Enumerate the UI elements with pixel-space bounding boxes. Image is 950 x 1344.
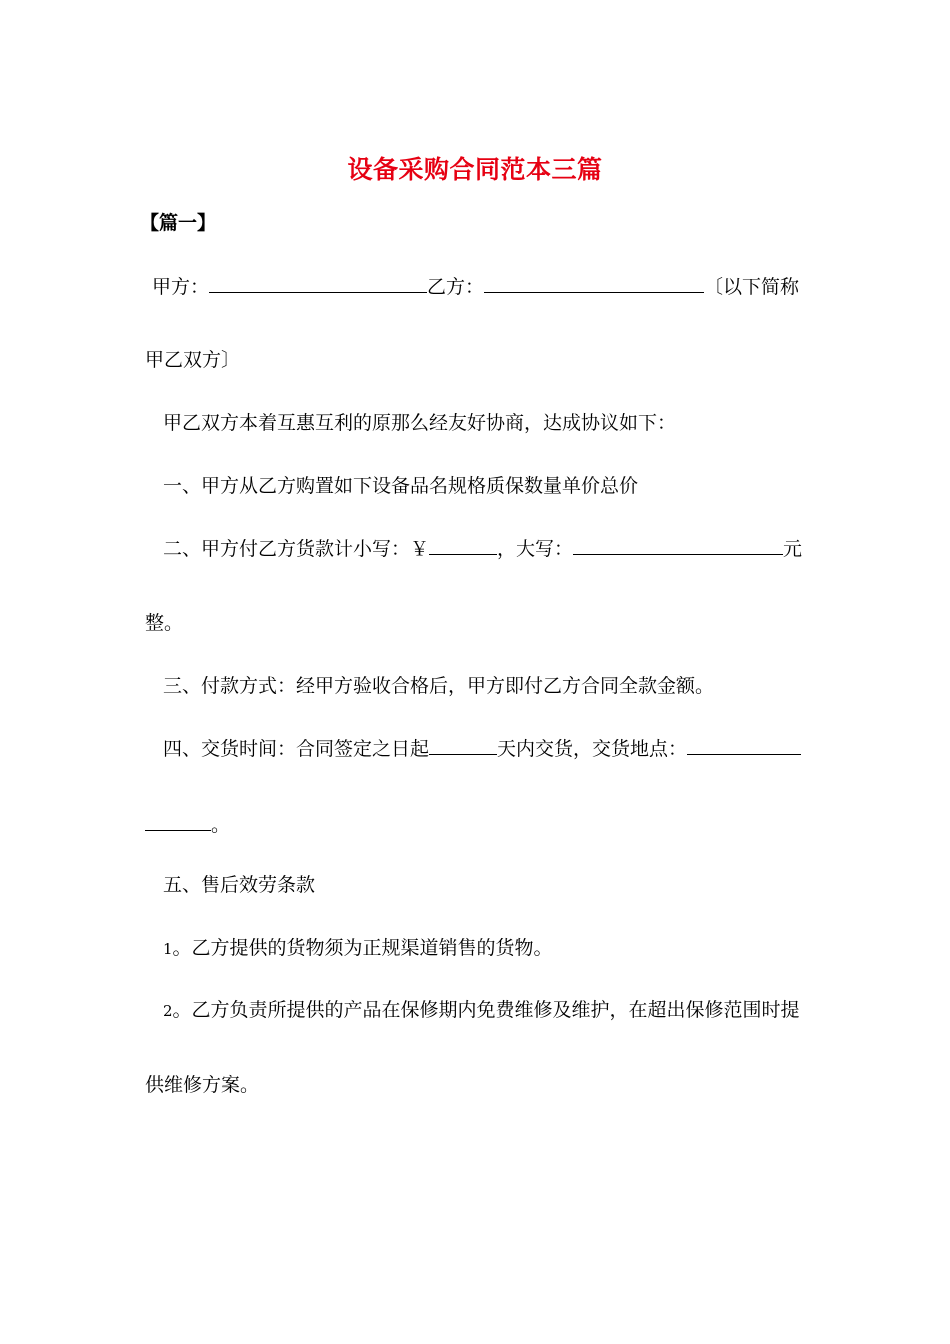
clause-2 [163, 536, 802, 561]
amount-figure-blank [429, 536, 497, 555]
section-heading: 【篇一】 [140, 212, 217, 234]
clause-2-continuation: 整。 [145, 612, 184, 634]
abbrev-end: 甲乙双方〕 [145, 349, 241, 371]
party-line [152, 274, 799, 299]
clause-1: 一、甲方从乙方购置如下设备品名规格质保数量单价总价 [163, 475, 639, 497]
delivery-location-blank-cont [145, 812, 211, 831]
document-title: 设备采购合同范本三篇 [347, 155, 603, 184]
party-b-label: 乙方： [427, 276, 485, 298]
clause-4-continuation [145, 812, 230, 837]
clause-5: 五、售后效劳条款 [163, 874, 316, 896]
delivery-days-blank [429, 736, 497, 755]
item-2-number: 2 [163, 1002, 173, 1020]
clause-2-prefix: 二、甲方付乙方货款计小写：￥ [163, 538, 430, 560]
party-a-label: 甲方： [152, 276, 210, 298]
intro-paragraph: 甲乙双方本着互惠互利的原那么经友好协商，达成协议如下： [163, 412, 677, 434]
clause-2-suffix: 元 [783, 538, 803, 560]
clause-4-middle: 天内交货，交货地点： [497, 738, 688, 760]
item-2-continuation: 供维修方案。 [145, 1074, 260, 1096]
clause-4 [163, 736, 801, 761]
clause-2-middle: ，大写： [497, 538, 574, 560]
item-1 [163, 936, 553, 961]
clause-3: 三、付款方式：经甲方验收合格后，甲方即付乙方合同全款金额。 [163, 675, 715, 697]
delivery-location-blank [687, 736, 801, 755]
abbrev-start: 〔以下简称 [704, 276, 800, 298]
clause-4-prefix: 四、交货时间：合同签定之日起 [163, 738, 430, 760]
party-b-blank [484, 274, 704, 293]
item-2-text: 。乙方负责所提供的产品在保修期内免费维修及维护，在超出保修范围时提 [172, 999, 800, 1021]
item-1-number: 1 [163, 940, 173, 958]
amount-words-blank [573, 536, 783, 555]
item-1-text: 。乙方提供的货物须为正规渠道销售的货物。 [172, 937, 553, 959]
party-a-blank [209, 274, 427, 293]
clause-4-end: 。 [211, 814, 231, 836]
item-2 [163, 998, 800, 1023]
